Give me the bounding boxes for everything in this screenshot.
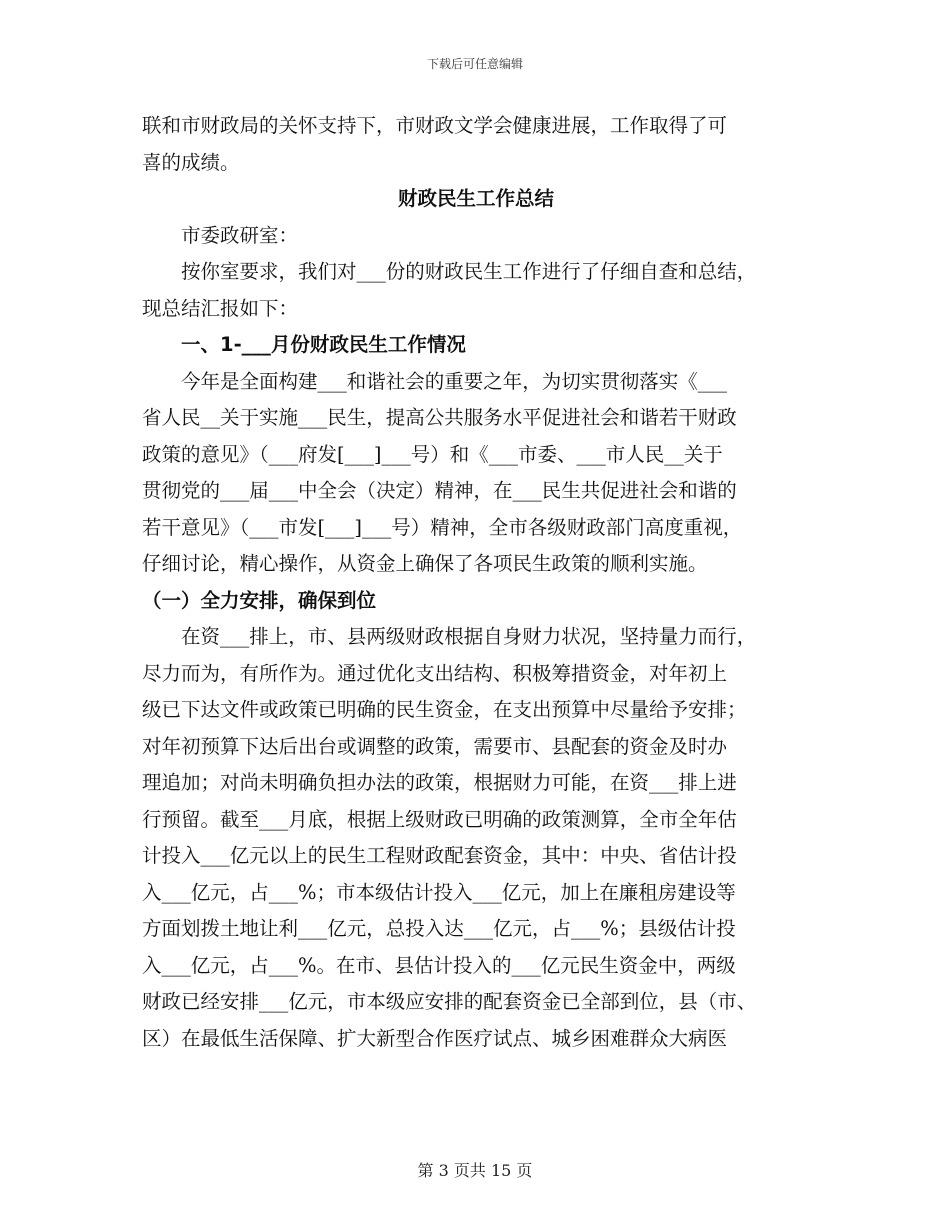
body-line: 按你室要求，我们对___份的财政民生工作进行了仔细自查和总结， (181, 260, 757, 283)
body-line: 尽力而为，有所作为。通过优化支出结构、积极筹措资金，对年初上 (142, 661, 728, 685)
salutation: 市委政研室： (181, 223, 299, 247)
body-line: 方面划拨土地让利___亿元，总投入达___亿元，占___%；县级估计投 (142, 917, 736, 940)
body-line: 省人民__关于实施___民生，提高公共服务水平促进社会和谐若干财政 (142, 406, 737, 429)
document-title: 财政民生工作总结 (397, 187, 554, 210)
body-line: 喜的成绩。 (142, 150, 240, 174)
body-line: 若干意见》（___市发[___]___号）精神，全市各级财政部门高度重视， (142, 515, 743, 539)
body-line: 区）在最低生活保障、扩大新型合作医疗试点、城乡困难群众大病医 (142, 1026, 728, 1050)
body-line: 财政已经安排___亿元，市本级应安排的配套资金已全部到位，县（市、 (142, 990, 757, 1013)
page-header: 下载后可任意编辑 (426, 57, 523, 71)
body-line: 入___亿元，占___%。在市、县估计投入的___亿元民生资金中，两级 (142, 953, 736, 977)
body-line: 仔细讨论，精心操作，从资金上确保了各项民生政策的顺利实施。 (142, 552, 708, 575)
body-line: 级已下达文件或政策已明确的民生资金，在支出预算中尽量给予安排； (142, 698, 747, 721)
body-line: 联和市财政局的关怀支持下，市财政文学会健康进展，工作取得了可 (142, 114, 728, 137)
body-line: 计投入___亿元以上的民生工程财政配套资金，其中：中央、省估计投 (142, 844, 737, 867)
subsection-heading: （一）全力安排，确保到位 (142, 588, 377, 612)
body-line: 行预留。截至___月底，根据上级财政已明确的政策测算，全市全年估 (142, 807, 737, 831)
body-line: 理追加；对尚未明确负担办法的政策，根据财力可能，在资___排上进 (142, 771, 737, 794)
body-line: 政策的意见》（___府发[___]___号）和《___市委、___市人民__关于 (142, 442, 723, 466)
body-line: 入___亿元，占___%；市本级估计投入___亿元，加上在廉租房建设等 (142, 880, 736, 904)
body-line: 对年初预算下达后出台或调整的政策，需要市、县配套的资金及时办 (142, 734, 728, 758)
body-line: 现总结汇报如下： (142, 296, 299, 320)
document-body (142, 108, 810, 1057)
body-line: 在资___排上，市、县两级财政根据自身财力状况，坚持量力而行， (181, 625, 757, 648)
section-heading: 一、1-___月份财政民生工作情况 (181, 333, 466, 356)
body-line: 贯彻党的___届___中全会（决定）精神，在___民生共促进社会和谐的 (142, 479, 737, 502)
page-number: 第 3 页共 15 页 (417, 1161, 533, 1180)
body-line: 今年是全面构建___和谐社会的重要之年，为切实贯彻落实《___ (181, 369, 728, 393)
